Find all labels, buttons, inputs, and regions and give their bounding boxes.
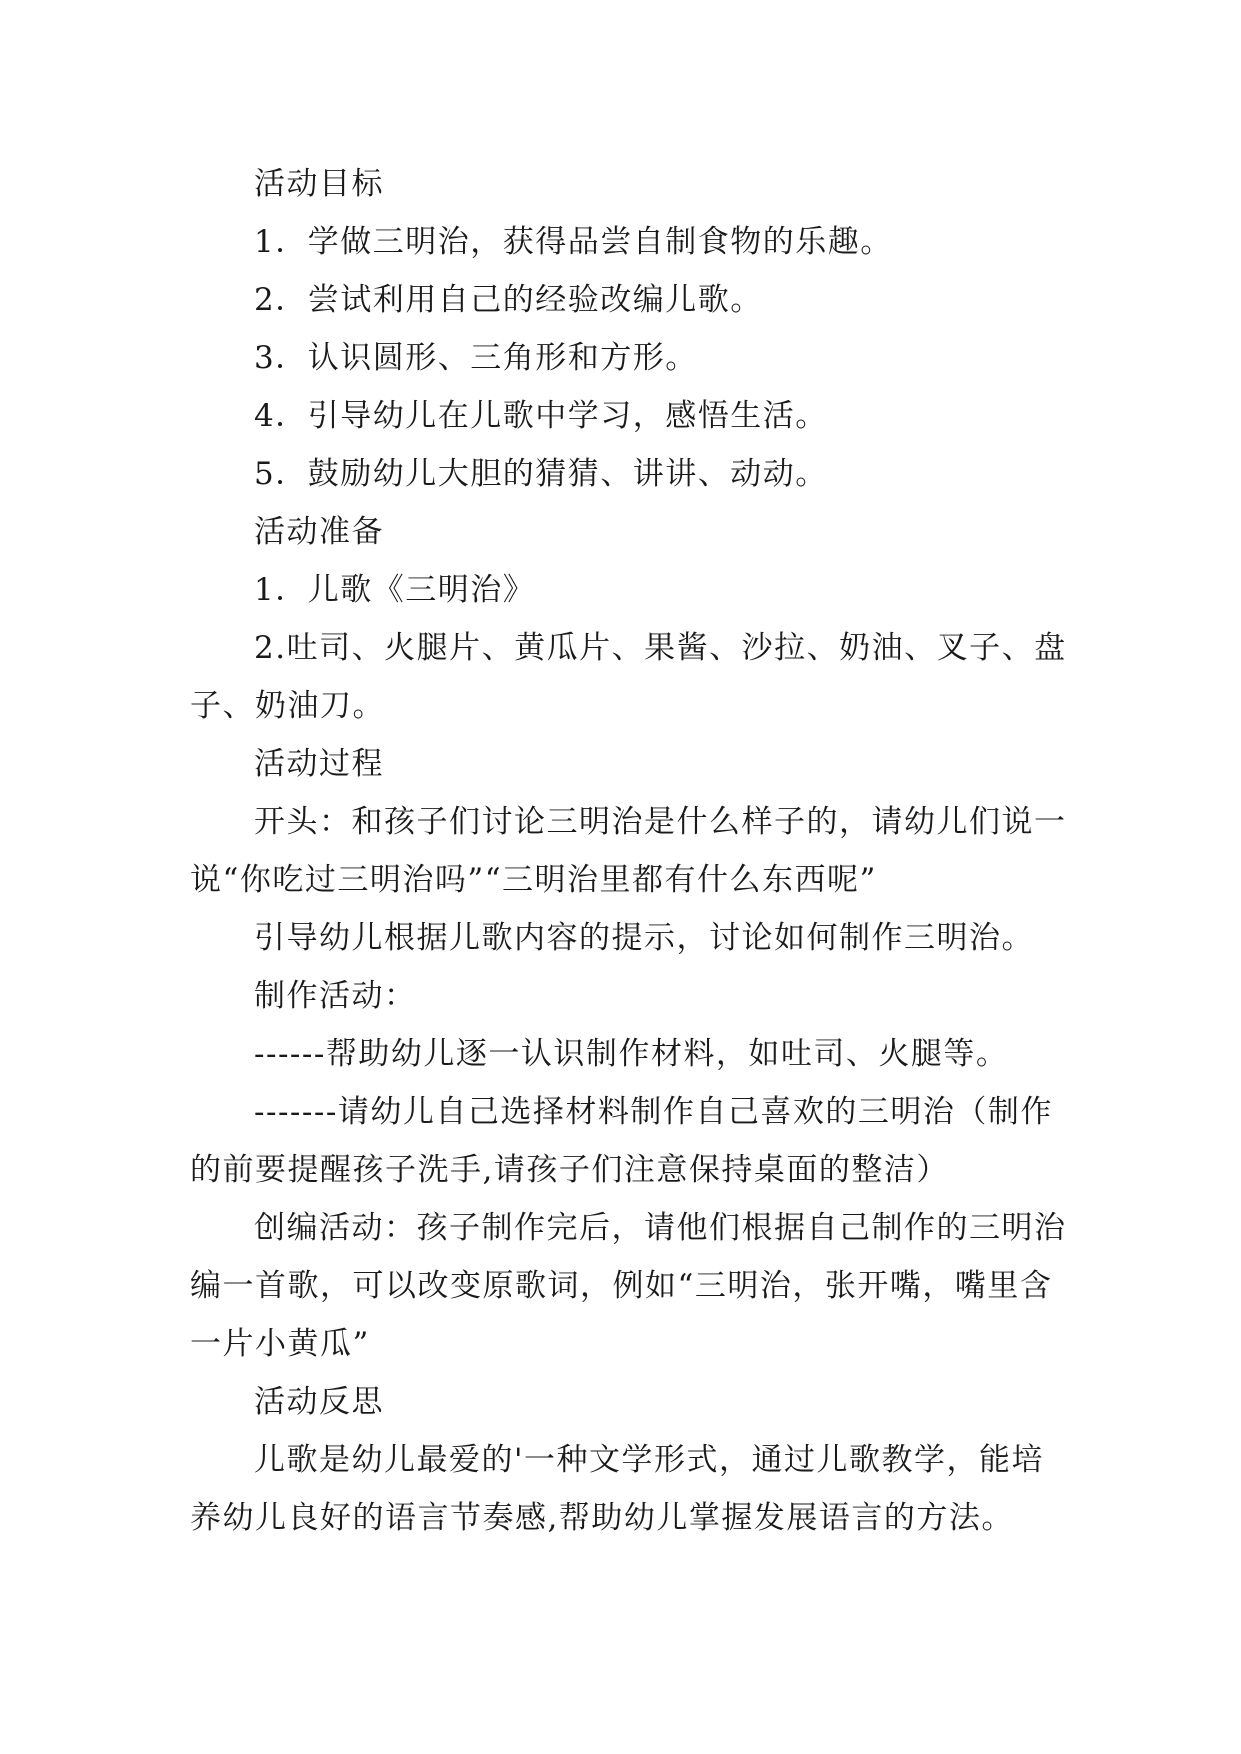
reflection-text: 儿歌是幼儿最爱的'一种文学形式，通过儿歌教学，能培养幼儿良好的语言节奏感,帮助幼儿掌握发展语言的方法。 (190, 1442, 1045, 1536)
process-making-title: 制作活动： (254, 978, 417, 1014)
process-making-step-1: ------帮助幼儿逐一认识制作材料，如吐司、火腿等。 (254, 1036, 1009, 1072)
preparation-item-1: 1．儿歌《三明治》 (254, 572, 536, 608)
document-body (190, 155, 1070, 1547)
heading-activity-reflection: 活动反思 (254, 1384, 384, 1420)
process-creation: 创编活动：孩子制作完后，请他们根据自己制作的三明治编一首歌，可以改变原歌词，例如“三明治，张开嘴，嘴里含一片小黄瓜” (190, 1210, 1067, 1362)
goal-item-4: 4．引导幼儿在儿歌中学习，感悟生活。 (254, 398, 828, 434)
heading-activity-goals: 活动目标 (254, 166, 384, 202)
goal-item-2: 2．尝试利用自己的经验改编儿歌。 (254, 282, 763, 318)
preparation-item-2: 2.吐司、火腿片、黄瓜片、果酱、沙拉、奶油、叉子、盘子、奶油刀。 (190, 630, 1067, 724)
goal-item-5: 5．鼓励幼儿大胆的猜猜、讲讲、动动。 (254, 456, 828, 492)
process-making-step-2: -------请幼儿自己选择材料制作自己喜欢的三明治（制作的前要提醒孩子洗手,请孩子们注意保持桌面的整洁） (190, 1094, 1053, 1188)
goal-item-1: 1．学做三明治，获得品尝自制食物的乐趣。 (254, 224, 893, 260)
process-guidance: 引导幼儿根据儿歌内容的提示，讨论如何制作三明治。 (254, 920, 1034, 956)
heading-activity-preparation: 活动准备 (254, 514, 384, 550)
heading-activity-process: 活动过程 (254, 746, 384, 782)
goal-item-3: 3．认识圆形、三角形和方形。 (254, 340, 698, 376)
process-opening: 开头：和孩子们讨论三明治是什么样子的，请幼儿们说一说“你吃过三明治吗”“三明治里都有什么东西呢” (190, 804, 1067, 898)
